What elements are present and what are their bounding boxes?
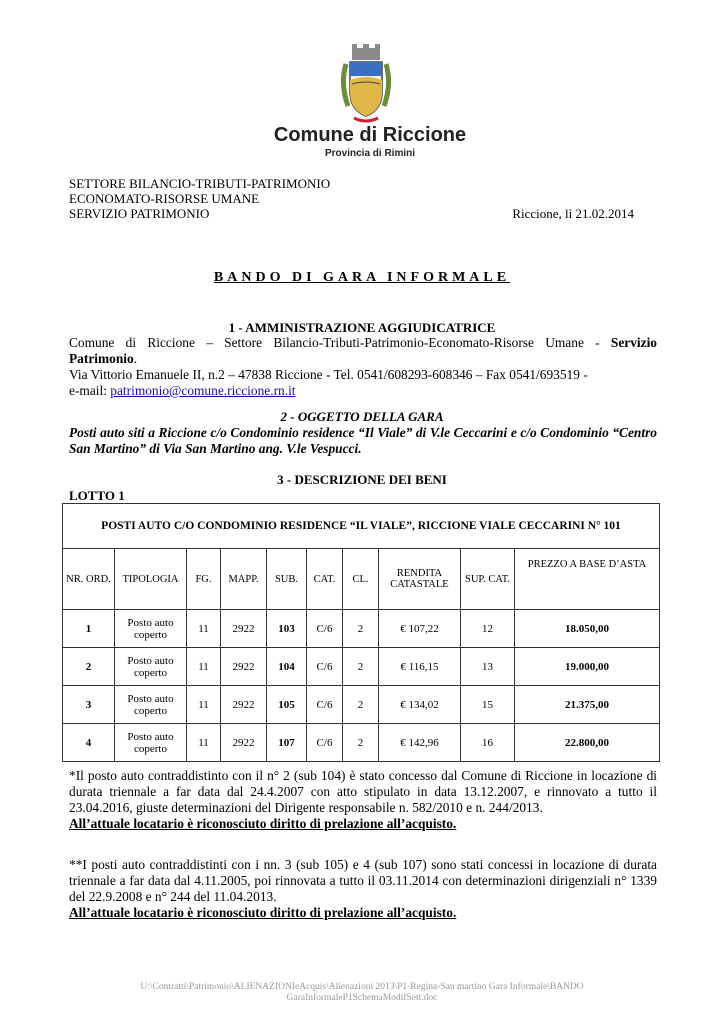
column-header: NR. ORD. <box>63 549 115 610</box>
administration-text-end: . <box>133 351 138 366</box>
organization-province: Provincia di Rimini <box>324 148 416 159</box>
column-header: PREZZO A BASE D’ASTA <box>515 549 660 610</box>
administration-address: Via Vittorio Emanuele II, n.2 – 47838 Riccione - Tel. 0541/608293-608346 – Fax 0541/693519 - <box>69 367 588 382</box>
cell-rendita: € 116,15 <box>379 648 461 686</box>
table-row <box>63 610 660 648</box>
cell-tipologia: Posto auto coperto <box>115 648 187 686</box>
cell-sup: 15 <box>461 686 515 724</box>
file-path-footer <box>100 982 624 1004</box>
cell-mapp: 2922 <box>221 648 267 686</box>
cell-prezzo: 19.000,00 <box>515 648 660 686</box>
cell-nr: 4 <box>63 724 115 762</box>
cell-sup: 16 <box>461 724 515 762</box>
note-text: **I posti auto contraddistinti con i nn. 3 (sub 105) e 4 (sub 107) sono stati concessi in locazione di durata triennale a far data dal 4.11.2005, poi rinnovata a tutto il 03.11.2014 con determinazioni dirigenziali n° 1339 del 22.9.2008 e n° 244 del 11.04.2013. <box>69 857 657 904</box>
cell-prezzo: 22.800,00 <box>515 724 660 762</box>
email-label: e-mail: <box>69 383 111 398</box>
cell-tipologia: Posto auto coperto <box>115 724 187 762</box>
cell-cl: 2 <box>343 686 379 724</box>
cell-sub: 107 <box>267 724 307 762</box>
lotto-label: LOTTO 1 <box>69 488 125 503</box>
cell-rendita: € 134,02 <box>379 686 461 724</box>
cell-rendita: € 107,22 <box>379 610 461 648</box>
table-row <box>63 724 660 762</box>
column-header: MAPP. <box>221 549 267 610</box>
cell-fg: 11 <box>187 648 221 686</box>
cell-nr: 2 <box>63 648 115 686</box>
section-object-text: Posti auto siti a Riccione c/o Condominio residence “Il Viale” di V.le Ceccarini e c/o Condominio “Centro San Martino” di Via San Martino ang. V.le Vespucci. <box>69 425 657 456</box>
cell-rendita: € 142,96 <box>379 724 461 762</box>
department-line: SERVIZIO PATRIMONIO <box>69 206 210 221</box>
note-text: *Il posto auto contraddistinto con il n° 2 (sub 104) è stato concesso dal Comune di Riccione in locazione di durata triennale a far data dal 24.4.2007 con atto stipulato in data 13.12.2007, e rinnovato a tutto il 23.04.2016, giuste determinazioni del Dirigente responsabile n. 582/2010 e n. 244/2013. <box>69 768 657 815</box>
footer-line: GaraInformaleP1SchemaModifSett.doc <box>286 993 438 1003</box>
cell-cat: C/6 <box>307 610 343 648</box>
cell-cat: C/6 <box>307 648 343 686</box>
coat-of-arms-icon <box>338 44 394 124</box>
organization-name: Comune di Riccione <box>273 124 467 146</box>
table-row <box>63 648 660 686</box>
footer-line: U:\Contratti\Patrimonio\ALIENAZIONIeAcquis\Alienazioni 2013\P1-Regina-San martino Gara Informale\BANDO <box>140 982 584 992</box>
section-heading-administration: 1 - AMMINISTRAZIONE AGGIUDICATRICE <box>228 320 496 335</box>
table-row <box>63 686 660 724</box>
cell-tipologia: Posto auto coperto <box>115 686 187 724</box>
cell-fg: 11 <box>187 686 221 724</box>
document-date: Riccione, lì 21.02.2014 <box>512 206 634 221</box>
column-header: FG. <box>187 549 221 610</box>
cell-nr: 3 <box>63 686 115 724</box>
cell-mapp: 2922 <box>221 724 267 762</box>
cell-cl: 2 <box>343 610 379 648</box>
table-caption: POSTI AUTO C/O CONDOMINIO RESIDENCE “IL VIALE”, RICCIONE VIALE CECCARINI N° 101 <box>63 504 660 549</box>
cell-sub: 105 <box>267 686 307 724</box>
column-header: CL. <box>343 549 379 610</box>
administration-service: Servizio Patrimonio <box>69 335 657 366</box>
cell-sup: 12 <box>461 610 515 648</box>
cell-prezzo: 21.375,00 <box>515 686 660 724</box>
cell-tipologia: Posto auto coperto <box>115 610 187 648</box>
note-block-1 <box>69 768 657 832</box>
section-administration-text <box>69 335 657 399</box>
cell-cat: C/6 <box>307 686 343 724</box>
note-block-2 <box>69 857 657 921</box>
lotto-table <box>62 503 660 762</box>
note-emphasis: All’attuale locatario è riconosciuto diritto di prelazione all’acquisto. <box>69 816 457 831</box>
cell-prezzo: 18.050,00 <box>515 610 660 648</box>
cell-nr: 1 <box>63 610 115 648</box>
table-header-row <box>63 549 660 610</box>
column-header: SUP. CAT. <box>461 549 515 610</box>
administration-text: Comune di Riccione – Settore Bilancio-Tributi-Patrimonio-Economato-Risorse Umane - <box>69 335 611 350</box>
cell-mapp: 2922 <box>221 686 267 724</box>
section-heading-object: 2 - OGGETTO DELLA GARA <box>280 409 444 424</box>
document-title: BANDO DI GARA INFORMALE <box>213 270 511 285</box>
department-line: SETTORE BILANCIO-TRIBUTI-PATRIMONIO <box>69 176 331 191</box>
cell-mapp: 2922 <box>221 610 267 648</box>
cell-sup: 13 <box>461 648 515 686</box>
cell-cat: C/6 <box>307 724 343 762</box>
column-header: CAT. <box>307 549 343 610</box>
note-emphasis: All’attuale locatario è riconosciuto diritto di prelazione all’acquisto. <box>69 905 457 920</box>
department-line: ECONOMATO-RISORSE UMANE <box>69 191 260 206</box>
section-heading-description: 3 - DESCRIZIONE DEI BENI <box>277 472 447 487</box>
cell-fg: 11 <box>187 610 221 648</box>
column-header: SUB. <box>267 549 307 610</box>
cell-sub: 104 <box>267 648 307 686</box>
cell-fg: 11 <box>187 724 221 762</box>
email-link[interactable]: patrimonio@comune.riccione.rn.it <box>110 383 296 398</box>
cell-sub: 103 <box>267 610 307 648</box>
cell-cl: 2 <box>343 724 379 762</box>
column-header: TIPOLOGIA <box>115 549 187 610</box>
column-header: RENDITA CATASTALE <box>379 549 461 610</box>
cell-cl: 2 <box>343 648 379 686</box>
